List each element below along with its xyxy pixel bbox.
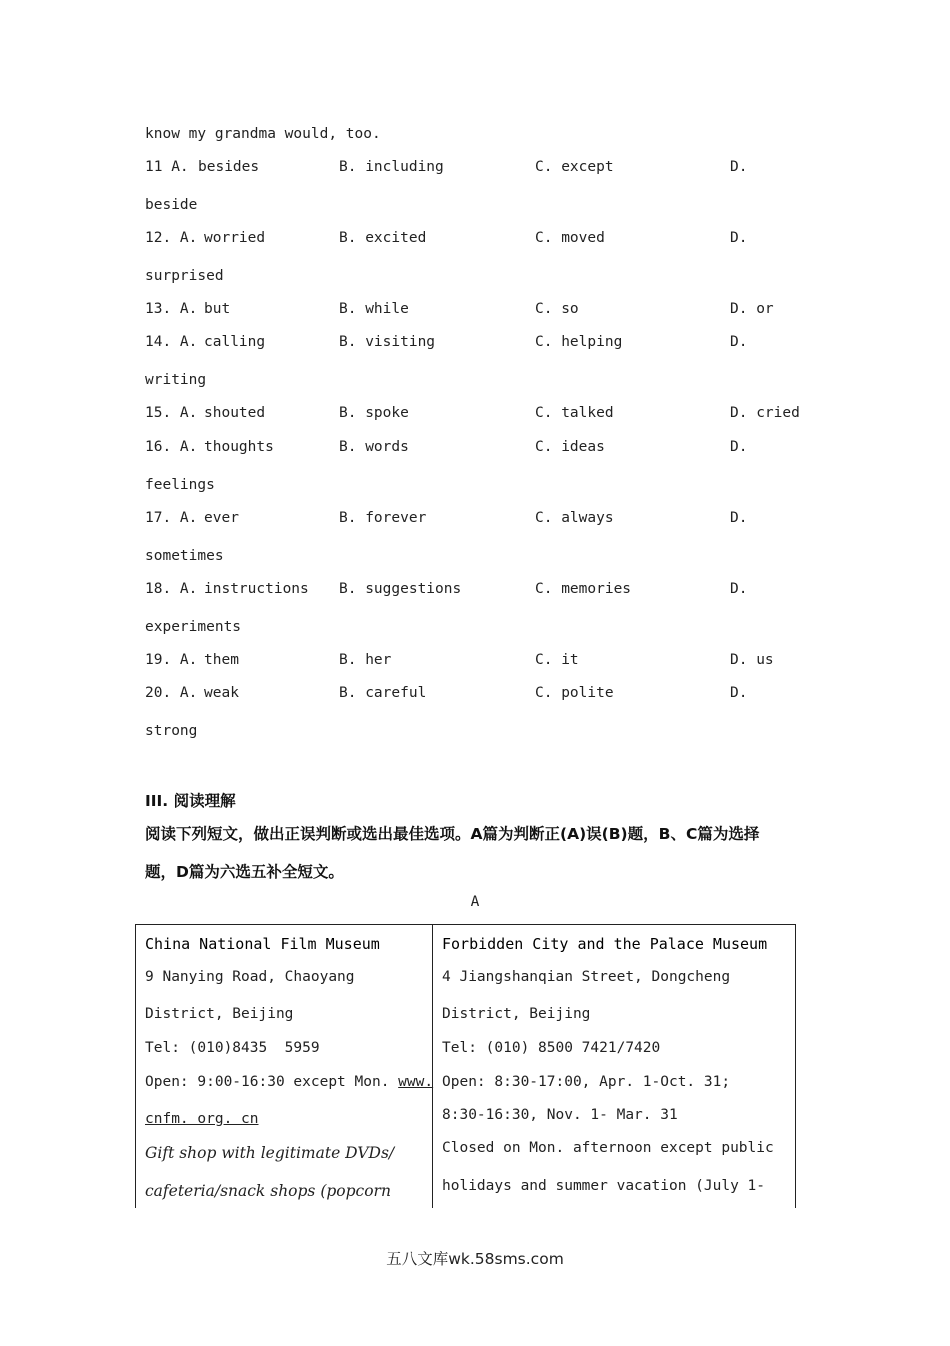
- left-open-text: Open: 9:00-16:30 except Mon.: [145, 1074, 399, 1090]
- option-c: C. helping: [535, 334, 623, 350]
- option-c: C. except: [535, 159, 614, 175]
- question-number: 13. A.: [145, 301, 198, 317]
- url-link-part-1[interactable]: www.: [398, 1074, 434, 1090]
- option-d: D.: [730, 159, 748, 175]
- left-open: [145, 1074, 433, 1090]
- option-d: D. cried: [730, 405, 800, 421]
- option-d: D. us: [730, 652, 774, 668]
- left-address-2: District, Beijing: [145, 1006, 294, 1022]
- option-a: weak: [204, 685, 239, 701]
- option-d: D.: [730, 685, 748, 701]
- option-c: C. polite: [535, 685, 614, 701]
- right-title: Forbidden City and the Palace Museum: [442, 935, 768, 953]
- option-d-wrapped: beside: [145, 197, 198, 213]
- question-number: 19. A.: [145, 652, 198, 668]
- question-number: 18. A.: [145, 581, 198, 597]
- left-note-1: Gift shop with legitimate DVDs/: [145, 1144, 395, 1162]
- option-a: shouted: [204, 405, 266, 421]
- option-a: calling: [204, 334, 266, 350]
- option-c: C. it: [535, 652, 579, 668]
- instruction-line-1: 阅读下列短文，做出正误判断或选出最佳选项。A篇为判断正(A)误(B)题，B、C篇为选择: [145, 825, 760, 843]
- option-b: B. forever: [339, 510, 427, 526]
- option-a: instructions: [204, 581, 309, 597]
- option-a: ever: [204, 510, 239, 526]
- right-open-1: Open: 8:30-17:00, Apr. 1-Oct. 31;: [442, 1074, 731, 1090]
- option-b: B. while: [339, 301, 409, 317]
- section-heading: III. 阅读理解: [145, 792, 236, 810]
- option-b: B. spoke: [339, 405, 409, 421]
- right-address-1: 4 Jiangshanqian Street, Dongcheng: [442, 969, 731, 985]
- option-d-wrapped: strong: [145, 723, 198, 739]
- option-b: B. including: [339, 159, 444, 175]
- question-number: 15. A.: [145, 405, 198, 421]
- left-address-1: 9 Nanying Road, Chaoyang: [145, 969, 355, 985]
- option-c: C. moved: [535, 230, 605, 246]
- left-tel: Tel: (010)8435 5959: [145, 1040, 320, 1056]
- option-a: worried: [204, 230, 266, 246]
- option-d: D.: [730, 510, 748, 526]
- info-table: [135, 924, 796, 1208]
- option-a: thoughts: [204, 439, 274, 455]
- left-title: China National Film Museum: [145, 935, 380, 953]
- option-d-wrapped: sometimes: [145, 548, 224, 564]
- option-d: D. or: [730, 301, 774, 317]
- option-d-wrapped: writing: [145, 372, 207, 388]
- option-c: C. talked: [535, 405, 614, 421]
- option-d: D.: [730, 230, 748, 246]
- left-note-2: cafeteria/snack shops (popcorn: [145, 1182, 391, 1200]
- right-tel: Tel: (010) 8500 7421/7420: [442, 1040, 661, 1056]
- option-c: C. so: [535, 301, 579, 317]
- option-b: B. careful: [339, 685, 427, 701]
- right-closed-2: holidays and summer vacation (July 1-: [442, 1178, 766, 1194]
- right-open-2: 8:30-16:30, Nov. 1- Mar. 31: [442, 1107, 678, 1123]
- option-d-wrapped: feelings: [145, 477, 215, 493]
- option-d-wrapped: surprised: [145, 268, 224, 284]
- column-divider: [432, 925, 433, 1208]
- right-address-2: District, Beijing: [442, 1006, 591, 1022]
- intro-line: know my grandma would, too.: [145, 126, 381, 142]
- url-link-part-2[interactable]: cnfm. org. cn: [145, 1111, 259, 1127]
- option-b: B. her: [339, 652, 392, 668]
- right-closed-1: Closed on Mon. afternoon except public: [442, 1140, 774, 1156]
- question-number: 16. A.: [145, 439, 198, 455]
- option-d: D.: [730, 334, 748, 350]
- question-number: 17. A.: [145, 510, 198, 526]
- question-number: 12. A.: [145, 230, 198, 246]
- option-b: B. excited: [339, 230, 427, 246]
- option-c: C. memories: [535, 581, 632, 597]
- option-a: besides: [198, 159, 260, 175]
- passage-label: A: [470, 894, 480, 910]
- option-d: D.: [730, 581, 748, 597]
- option-d: D.: [730, 439, 748, 455]
- question-number: 11 A.: [145, 159, 189, 175]
- question-number: 14. A.: [145, 334, 198, 350]
- instruction-line-2: 题，D篇为六选五补全短文。: [145, 863, 344, 881]
- option-b: B. words: [339, 439, 409, 455]
- option-d-wrapped: experiments: [145, 619, 242, 635]
- option-c: C. always: [535, 510, 614, 526]
- option-a: them: [204, 652, 239, 668]
- question-number: 20. A.: [145, 685, 198, 701]
- option-b: B. visiting: [339, 334, 436, 350]
- option-b: B. suggestions: [339, 581, 462, 597]
- option-c: C. ideas: [535, 439, 605, 455]
- option-a: but: [204, 301, 231, 317]
- footer-watermark: 五八文库wk.58sms.com: [386, 1250, 564, 1268]
